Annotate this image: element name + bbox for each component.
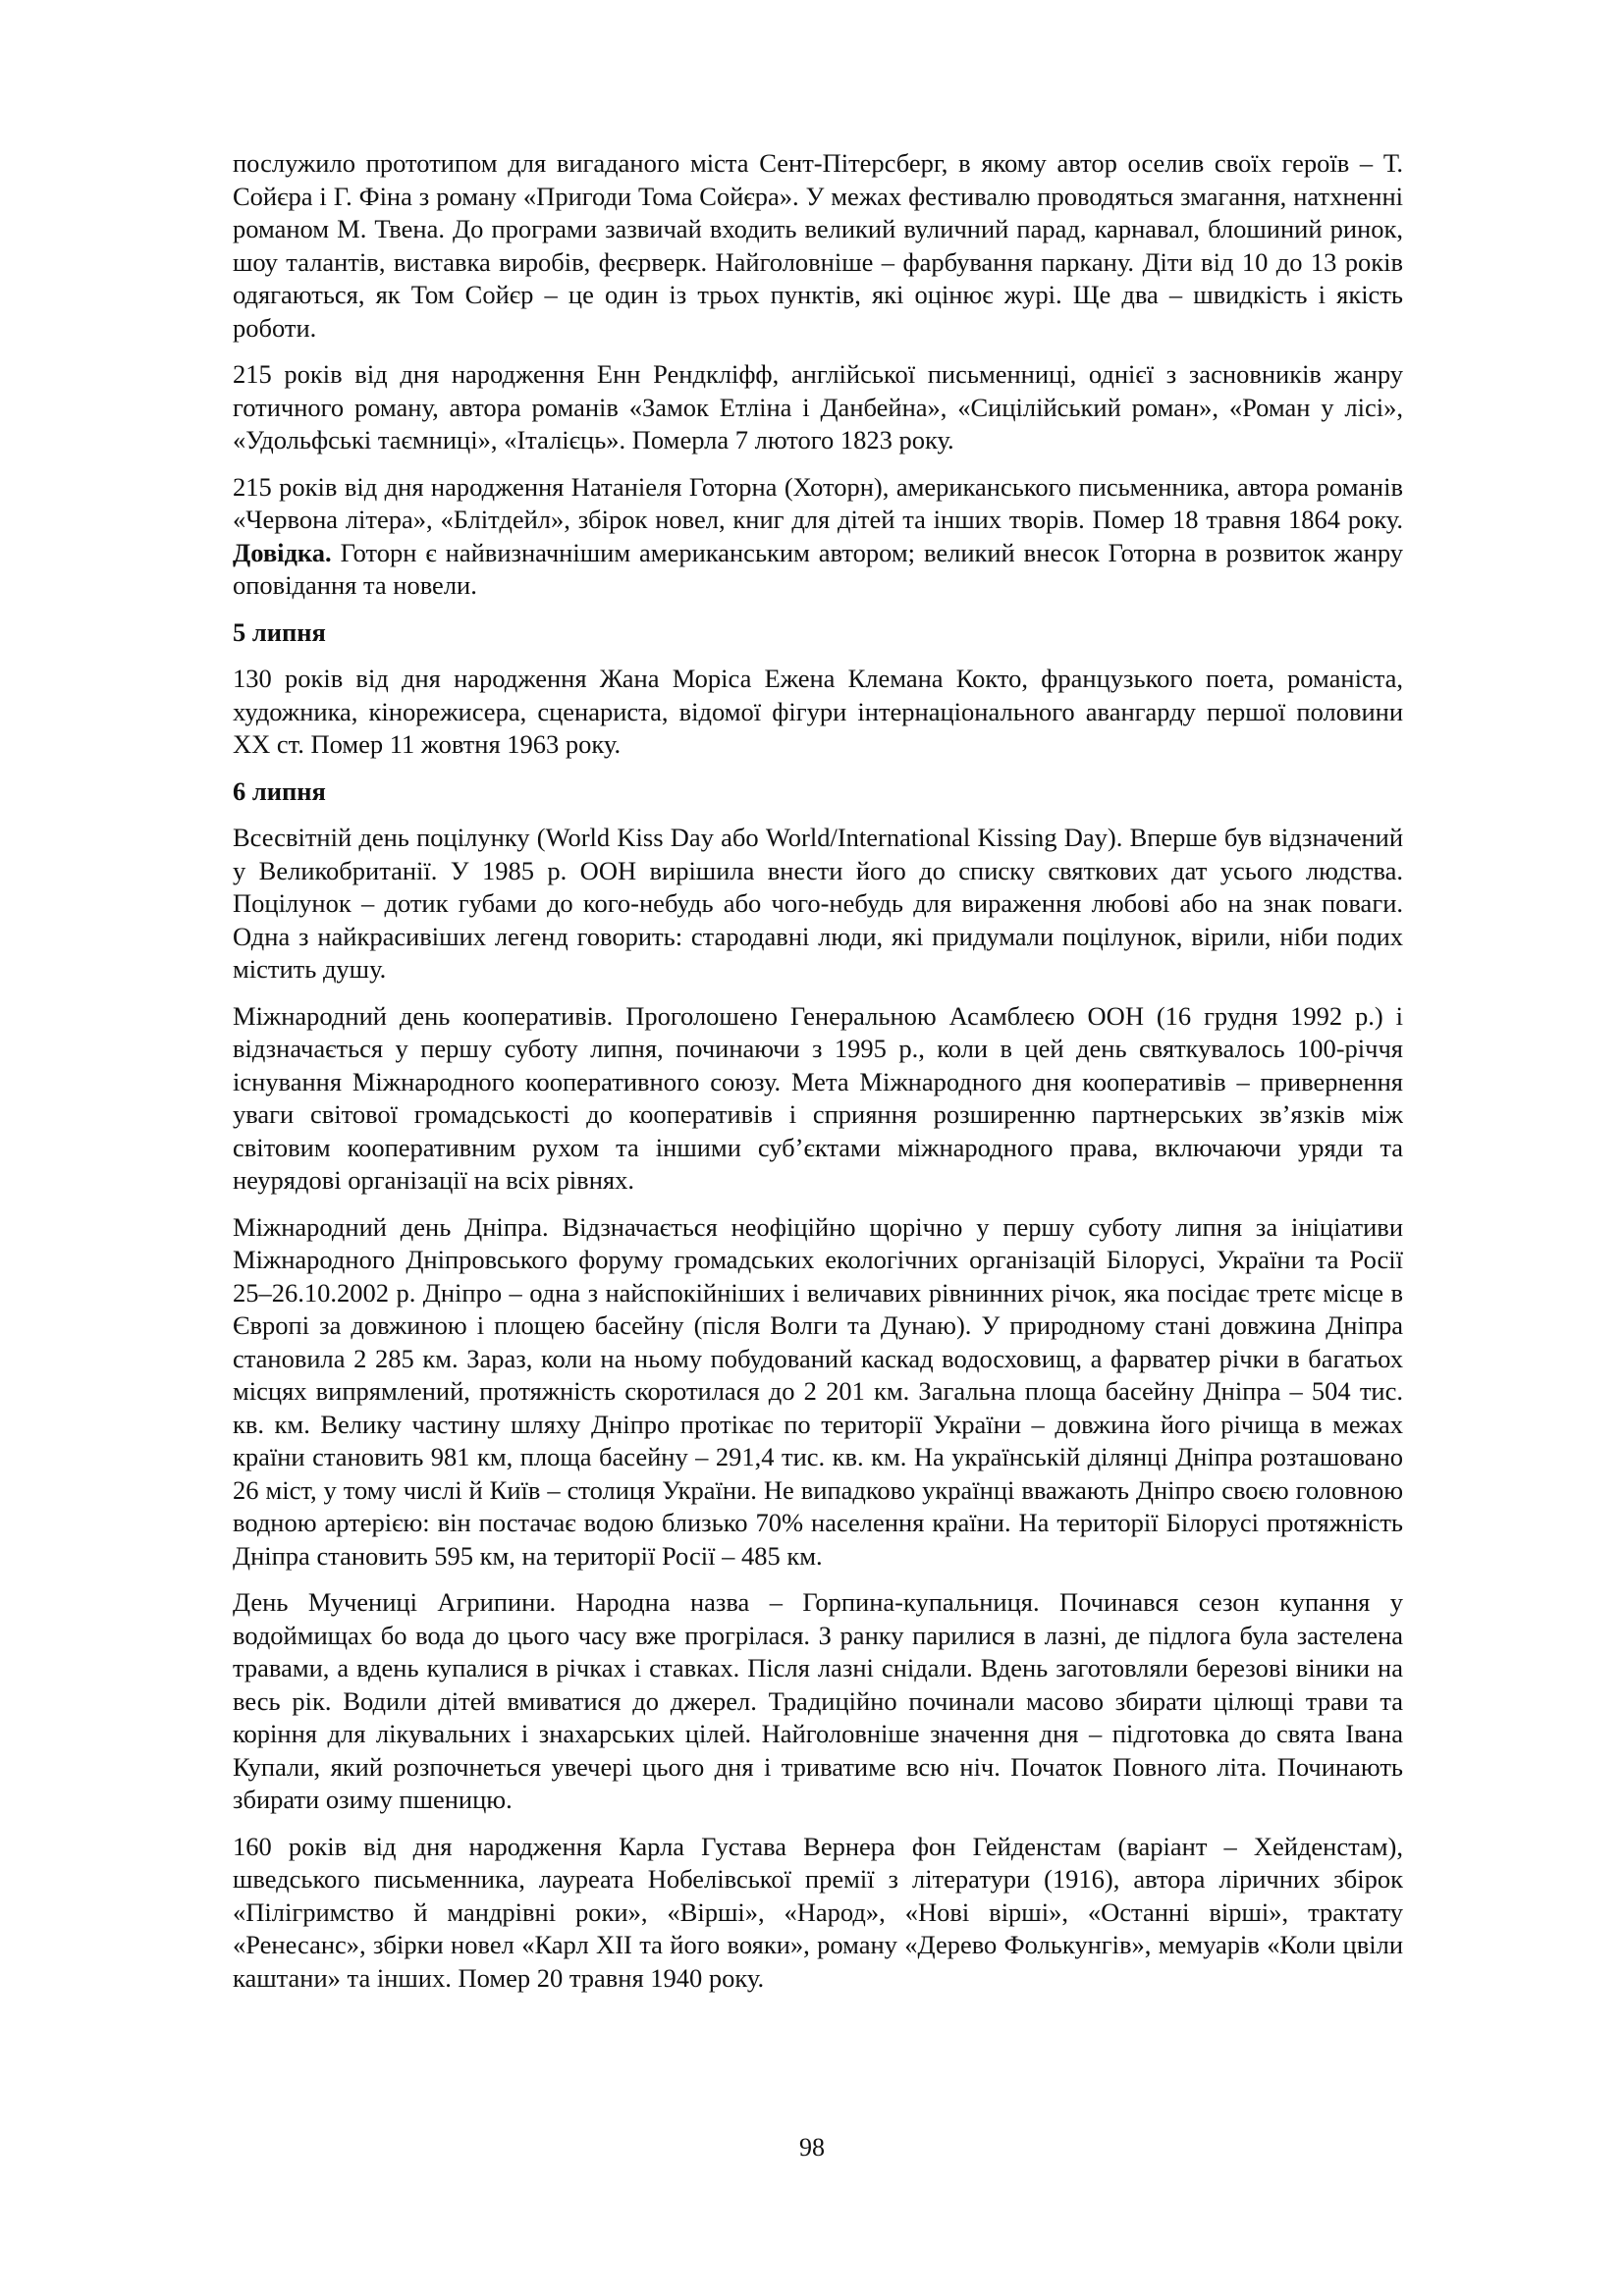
paragraph-dnipro-day: Міжнародний день Дніпра. Відзначається неофіційно щорічно у першу суботу липня за ініціативи Міжнародного Дніпровського форуму громадських екологічних організацій Білорусі, України та Росії 25–26.10.2002 р. Дніпро – одна з найспокійніших і величавих рівнинних річок, яка посідає третє місце в Європі за довжиною і площею басейну (після Волги та Дунаю). У природному стані довжина Дніпра становила 2 285 км. Зараз, коли на ньому побудований каскад водосховищ, а фарватер річки в багатьох місцях випрямлений, протяжність скоротилася до 2 201 км. Загальна площа басейну Дніпра – 504 тис. кв. км. Велику частину шляху Дніпро протікає по території України – довжина його річища в межах країни становить 981 км, площа басейну – 291,4 тис. кв. км. На українській ділянці Дніпра розташовано 26 міст, у тому числі й Київ – столиця України. Не випадково українці вважають Дніпро своєю головною водною артерією: він постачає водою близько 70% населення країни. На території Білорусі протяжність Дніпра становить 595 км, на території Росії – 485 км. bbox=[233, 1211, 1403, 1571]
note-label: Довідка. bbox=[233, 537, 332, 567]
paragraph-radcliffe: 215 років від дня народження Енн Рендкліфф, англійської письменниці, однієї з засновників жанру готичного роману, автора романів «Замок Етліна і Данбейна», «Сицілійський роман», «Роман у лісі», «Удольфські таємниці», «Італієць». Померла 7 лютого 1823 року. bbox=[233, 359, 1403, 454]
date-heading-july-6: 6 липня bbox=[233, 775, 326, 806]
paragraph-hawthorne-note: Готорн є найвизначнішим американським автором; великий внесок Готорна в розвиток жанру оповідання та новели. bbox=[233, 537, 1403, 600]
paragraph-heidenstam: 160 років від дня народження Карла Густава Вернера фон Гейденстам (варіант – Хейденстам), шведського письменника, лауреата Нобелівської премії з літератури (1916), автора ліричних збірок «Пілігримство й мандрівні роки», «Вірші», «Народ», «Нові вірші», «Останні вірші», трактату «Ренесанс», збірки новел «Карл XII та його вояки», роману «Дерево Фолькунгів», мемуарів «Коли цвіли каштани» та інших. Помер 20 травня 1940 року. bbox=[233, 1831, 1403, 1993]
paragraph-cocteau: 130 років від дня народження Жана Моріса Ежена Клемана Кокто, французького поета, романіста, художника, кінорежисера, сценариста, відомої фігури інтернаціонального авангарду першої половини XX ст. Помер 11 жовтня 1963 року. bbox=[233, 664, 1403, 759]
page-number: 98 bbox=[799, 2133, 825, 2162]
date-heading-july-5: 5 липня bbox=[233, 616, 326, 647]
paragraph-hawthorne-text: 215 років від дня народження Натаніеля Готорна (Хоторн), американського письменника, автора романів «Червона літера», «Блітдейл», збірок новел, книг для дітей та інших творів. Помер 18 травня 1864 року. bbox=[233, 471, 1403, 534]
paragraph-cooperatives-day: Міжнародний день кооперативів. Проголошено Генеральною Асамблеєю ООН (16 грудня 1992 р.) і відзначається у першу суботу липня, починаючи з 1995 р., коли в цей день святкувалось 100-річчя існування Міжнародного кооперативного союзу. Мета Міжнародного дня кооперативів – привернення уваги світової громадськості до кооперативів і сприяння розширенню партнерських зв’язків між світовим кооперативним рухом та іншими суб’єктами міжнародного права, включаючи уряди та неурядові організації на всіх рівнях. bbox=[233, 1000, 1403, 1195]
paragraph-agrippina-day: День Мучениці Агрипини. Народна назва – Горпина-купальниця. Починався сезон купання у водоймищах бо вода до цього часу вже прогрілася. З ранку парилися в лазні, де підлога була застелена травами, а вдень купалися в річках і ставках. Після лазні снідали. Вдень заготовляли березові віники на весь рік. Водили дітей вмиватися до джерел. Традиційно починали масово збирати цілющі трави та коріння для лікувальних і знахарських цілей. Найголовніше значення дня – підготовка до свята Івана Купали, який розпочнеться увечері цього дня і триватиме всю ніч. Початок Повного літа. Починають збирати озиму пшеницю. bbox=[233, 1587, 1403, 1814]
paragraph-kiss-day: Всесвітній день поцілунку (World Kiss Day або World/International Kissing Day). Вперше був відзначений у Великобританії. У 1985 р. ООН вирішила внести його до списку святкових дат усього людства. Поцілунок – дотик губами до кого-небудь або чого-небудь для вираження любові або на знак поваги. Одна з найкрасивіших легенд говорить: стародавні люди, які придумали поцілунок, вірили, ніби подих містить душу. bbox=[233, 823, 1403, 984]
paragraph-sawyer-festival: послужило прототипом для вигаданого міста Сент-Пітерсберг, в якому автор оселив своїх героїв – Т. Сойєра і Г. Фіна з роману «Пригоди Тома Сойєра». У межах фестивалю проводяться змагання, натхненні романом М. Твена. До програми зазвичай входить великий вуличний парад, карнавал, блошиний ринок, шоу талантів, виставка виробів, феєрверк. Найголовніше – фарбування паркану. Діти від 10 до 13 років одягаються, як Том Сойєр – це один із трьох пунктів, які оцінює журі. Ще два – швидкість і якість роботи. bbox=[233, 148, 1403, 343]
document-page bbox=[233, 147, 1403, 2008]
paragraph-hawthorne bbox=[233, 471, 1403, 603]
